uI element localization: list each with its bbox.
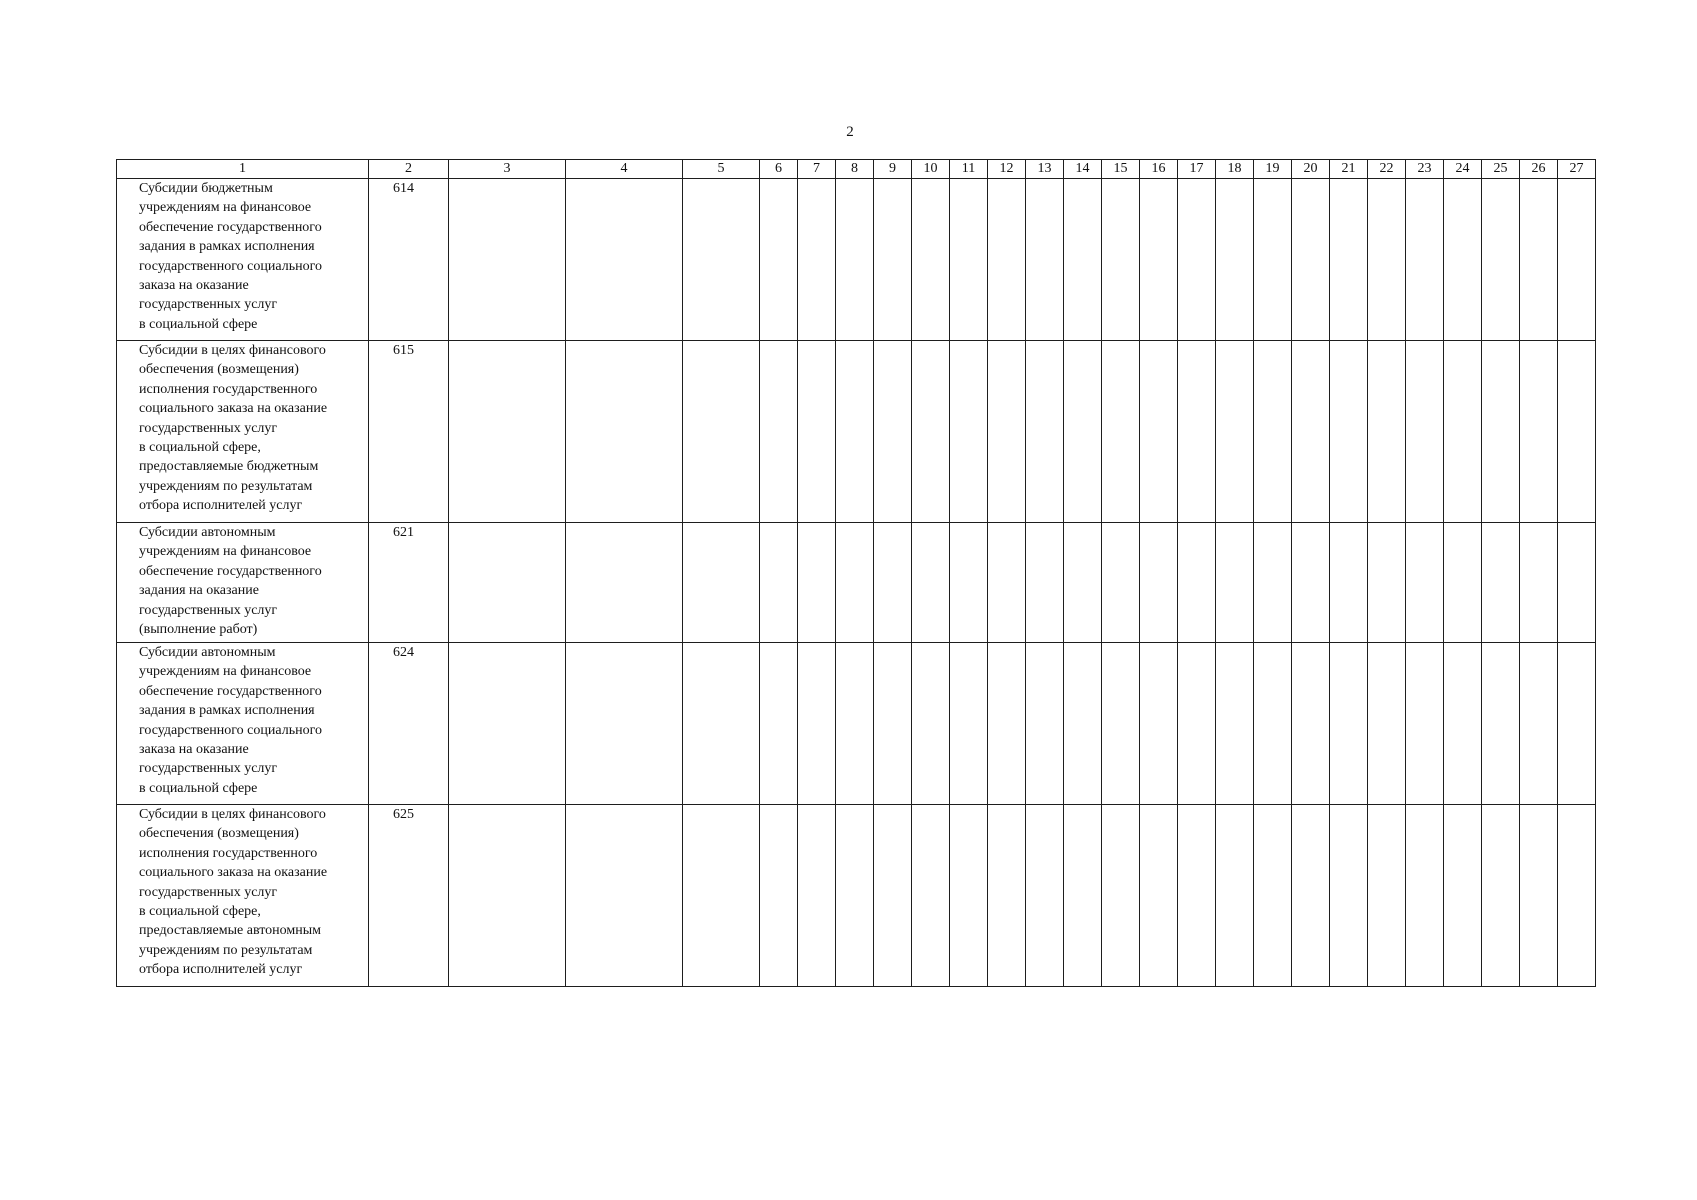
empty-cell-col-16 <box>1140 341 1178 523</box>
empty-cell-col-7 <box>798 341 836 523</box>
empty-cell-col-18 <box>1216 805 1254 987</box>
empty-cell-col-10 <box>912 805 950 987</box>
empty-cell-col-20 <box>1292 179 1330 341</box>
table-row <box>117 341 1596 523</box>
empty-cell-col-25 <box>1482 341 1520 523</box>
column-header-8: 8 <box>836 160 874 179</box>
empty-cell-col-23 <box>1406 643 1444 805</box>
empty-cell-col-9 <box>874 523 912 643</box>
empty-cell-col-14 <box>1064 643 1102 805</box>
empty-cell-col-18 <box>1216 179 1254 341</box>
empty-cell-col-14 <box>1064 341 1102 523</box>
empty-cell-col-27 <box>1558 179 1596 341</box>
empty-cell-col-16 <box>1140 523 1178 643</box>
empty-cell-col-18 <box>1216 341 1254 523</box>
column-header-4: 4 <box>566 160 683 179</box>
page-number: 2 <box>846 124 854 140</box>
empty-cell-col-15 <box>1102 179 1140 341</box>
empty-cell-col-6 <box>760 179 798 341</box>
empty-cell-col-9 <box>874 179 912 341</box>
row-name-cell: Субсидии автономным учреждениям на финансовое обеспечение государственного задания в рамках исполнения государственного социального заказа на оказание государственных услуг в социальной сфере <box>117 643 369 805</box>
empty-cell-col-18 <box>1216 643 1254 805</box>
empty-cell-col-17 <box>1178 643 1216 805</box>
empty-cell-col-13 <box>1026 805 1064 987</box>
empty-cell-col-23 <box>1406 523 1444 643</box>
empty-cell-col-9 <box>874 805 912 987</box>
empty-cell-col-26 <box>1520 341 1558 523</box>
empty-cell-col-7 <box>798 179 836 341</box>
empty-cell-col-9 <box>874 643 912 805</box>
empty-cell-col-21 <box>1330 341 1368 523</box>
empty-cell-col-16 <box>1140 643 1178 805</box>
empty-cell-col-25 <box>1482 179 1520 341</box>
empty-cell-col-10 <box>912 179 950 341</box>
column-header-14: 14 <box>1064 160 1102 179</box>
empty-cell-col-15 <box>1102 643 1140 805</box>
empty-cell-col-26 <box>1520 523 1558 643</box>
empty-cell-col-24 <box>1444 179 1482 341</box>
empty-cell-col-22 <box>1368 523 1406 643</box>
empty-cell-col-8 <box>836 341 874 523</box>
empty-cell-col-11 <box>950 341 988 523</box>
empty-cell-col-17 <box>1178 805 1216 987</box>
empty-cell-col-19 <box>1254 805 1292 987</box>
empty-cell-col-3 <box>449 179 566 341</box>
column-header-2: 2 <box>369 160 449 179</box>
empty-cell-col-13 <box>1026 643 1064 805</box>
report-table <box>116 159 1596 987</box>
empty-cell-col-27 <box>1558 341 1596 523</box>
empty-cell-col-8 <box>836 523 874 643</box>
empty-cell-col-26 <box>1520 179 1558 341</box>
column-header-7: 7 <box>798 160 836 179</box>
column-header-23: 23 <box>1406 160 1444 179</box>
empty-cell-col-12 <box>988 643 1026 805</box>
empty-cell-col-27 <box>1558 805 1596 987</box>
empty-cell-col-24 <box>1444 523 1482 643</box>
row-name-cell: Субсидии в целях финансового обеспечения (возмещения) исполнения государственного социального заказа на оказание государственных услуг в социальной сфере, предоставляемые бюджетным учреждениям по результатам отбора исполнителей услуг <box>117 341 369 523</box>
empty-cell-col-4 <box>566 341 683 523</box>
column-header-5: 5 <box>683 160 760 179</box>
empty-cell-col-16 <box>1140 805 1178 987</box>
table-row <box>117 805 1596 987</box>
empty-cell-col-10 <box>912 523 950 643</box>
row-code-cell: 615 <box>369 341 449 523</box>
empty-cell-col-27 <box>1558 643 1596 805</box>
column-header-13: 13 <box>1026 160 1064 179</box>
empty-cell-col-11 <box>950 643 988 805</box>
empty-cell-col-14 <box>1064 523 1102 643</box>
empty-cell-col-23 <box>1406 179 1444 341</box>
column-header-26: 26 <box>1520 160 1558 179</box>
column-header-18: 18 <box>1216 160 1254 179</box>
empty-cell-col-6 <box>760 523 798 643</box>
empty-cell-col-20 <box>1292 523 1330 643</box>
empty-cell-col-21 <box>1330 643 1368 805</box>
empty-cell-col-15 <box>1102 341 1140 523</box>
row-name-cell: Субсидии автономным учреждениям на финансовое обеспечение государственного задания на оказание государственных услуг (выполнение работ) <box>117 523 369 643</box>
empty-cell-col-11 <box>950 523 988 643</box>
column-header-25: 25 <box>1482 160 1520 179</box>
column-header-17: 17 <box>1178 160 1216 179</box>
empty-cell-col-23 <box>1406 341 1444 523</box>
empty-cell-col-19 <box>1254 523 1292 643</box>
empty-cell-col-20 <box>1292 643 1330 805</box>
empty-cell-col-13 <box>1026 179 1064 341</box>
table-row <box>117 523 1596 643</box>
empty-cell-col-7 <box>798 643 836 805</box>
empty-cell-col-15 <box>1102 523 1140 643</box>
empty-cell-col-7 <box>798 523 836 643</box>
empty-cell-col-4 <box>566 523 683 643</box>
empty-cell-col-26 <box>1520 643 1558 805</box>
column-header-20: 20 <box>1292 160 1330 179</box>
column-header-16: 16 <box>1140 160 1178 179</box>
column-header-27: 27 <box>1558 160 1596 179</box>
empty-cell-col-6 <box>760 805 798 987</box>
empty-cell-col-18 <box>1216 523 1254 643</box>
empty-cell-col-12 <box>988 523 1026 643</box>
empty-cell-col-21 <box>1330 523 1368 643</box>
empty-cell-col-14 <box>1064 805 1102 987</box>
row-code-cell: 614 <box>369 179 449 341</box>
empty-cell-col-19 <box>1254 179 1292 341</box>
empty-cell-col-13 <box>1026 341 1064 523</box>
column-header-15: 15 <box>1102 160 1140 179</box>
empty-cell-col-19 <box>1254 341 1292 523</box>
empty-cell-col-11 <box>950 179 988 341</box>
empty-cell-col-17 <box>1178 341 1216 523</box>
empty-cell-col-12 <box>988 341 1026 523</box>
column-header-1: 1 <box>117 160 369 179</box>
column-header-3: 3 <box>449 160 566 179</box>
empty-cell-col-25 <box>1482 805 1520 987</box>
empty-cell-col-17 <box>1178 523 1216 643</box>
empty-cell-col-22 <box>1368 643 1406 805</box>
column-header-22: 22 <box>1368 160 1406 179</box>
empty-cell-col-4 <box>566 805 683 987</box>
column-header-24: 24 <box>1444 160 1482 179</box>
row-code-cell: 624 <box>369 643 449 805</box>
empty-cell-col-8 <box>836 643 874 805</box>
empty-cell-col-23 <box>1406 805 1444 987</box>
column-header-21: 21 <box>1330 160 1368 179</box>
empty-cell-col-5 <box>683 643 760 805</box>
empty-cell-col-4 <box>566 179 683 341</box>
column-header-10: 10 <box>912 160 950 179</box>
empty-cell-col-7 <box>798 805 836 987</box>
empty-cell-col-8 <box>836 805 874 987</box>
empty-cell-col-26 <box>1520 805 1558 987</box>
empty-cell-col-22 <box>1368 805 1406 987</box>
empty-cell-col-25 <box>1482 643 1520 805</box>
column-header-11: 11 <box>950 160 988 179</box>
empty-cell-col-12 <box>988 179 1026 341</box>
empty-cell-col-6 <box>760 643 798 805</box>
empty-cell-col-21 <box>1330 805 1368 987</box>
empty-cell-col-10 <box>912 341 950 523</box>
empty-cell-col-17 <box>1178 179 1216 341</box>
empty-cell-col-13 <box>1026 523 1064 643</box>
empty-cell-col-3 <box>449 643 566 805</box>
empty-cell-col-20 <box>1292 341 1330 523</box>
empty-cell-col-22 <box>1368 341 1406 523</box>
empty-cell-col-8 <box>836 179 874 341</box>
empty-cell-col-5 <box>683 805 760 987</box>
empty-cell-col-3 <box>449 805 566 987</box>
empty-cell-col-22 <box>1368 179 1406 341</box>
empty-cell-col-5 <box>683 523 760 643</box>
table-row <box>117 179 1596 341</box>
empty-cell-col-5 <box>683 341 760 523</box>
empty-cell-col-6 <box>760 341 798 523</box>
empty-cell-col-15 <box>1102 805 1140 987</box>
row-code-cell: 625 <box>369 805 449 987</box>
empty-cell-col-10 <box>912 643 950 805</box>
column-header-19: 19 <box>1254 160 1292 179</box>
empty-cell-col-24 <box>1444 643 1482 805</box>
empty-cell-col-24 <box>1444 805 1482 987</box>
column-header-9: 9 <box>874 160 912 179</box>
empty-cell-col-24 <box>1444 341 1482 523</box>
table-row <box>117 643 1596 805</box>
header-row <box>117 160 1596 179</box>
empty-cell-col-3 <box>449 523 566 643</box>
empty-cell-col-16 <box>1140 179 1178 341</box>
empty-cell-col-27 <box>1558 523 1596 643</box>
empty-cell-col-21 <box>1330 179 1368 341</box>
empty-cell-col-9 <box>874 341 912 523</box>
empty-cell-col-5 <box>683 179 760 341</box>
row-name-cell: Субсидии бюджетным учреждениям на финансовое обеспечение государственного задания в рамках исполнения государственного социального заказа на оказание государственных услуг в социальной сфере <box>117 179 369 341</box>
empty-cell-col-3 <box>449 341 566 523</box>
empty-cell-col-4 <box>566 643 683 805</box>
empty-cell-col-20 <box>1292 805 1330 987</box>
row-code-cell: 621 <box>369 523 449 643</box>
empty-cell-col-11 <box>950 805 988 987</box>
empty-cell-col-25 <box>1482 523 1520 643</box>
empty-cell-col-14 <box>1064 179 1102 341</box>
column-header-12: 12 <box>988 160 1026 179</box>
column-header-6: 6 <box>760 160 798 179</box>
table-body <box>117 179 1596 987</box>
empty-cell-col-12 <box>988 805 1026 987</box>
row-name-cell: Субсидии в целях финансового обеспечения (возмещения) исполнения государственного социального заказа на оказание государственных услуг в социальной сфере, предоставляемые автономным учреждениям по результатам отбора исполнителей услуг <box>117 805 369 987</box>
empty-cell-col-19 <box>1254 643 1292 805</box>
